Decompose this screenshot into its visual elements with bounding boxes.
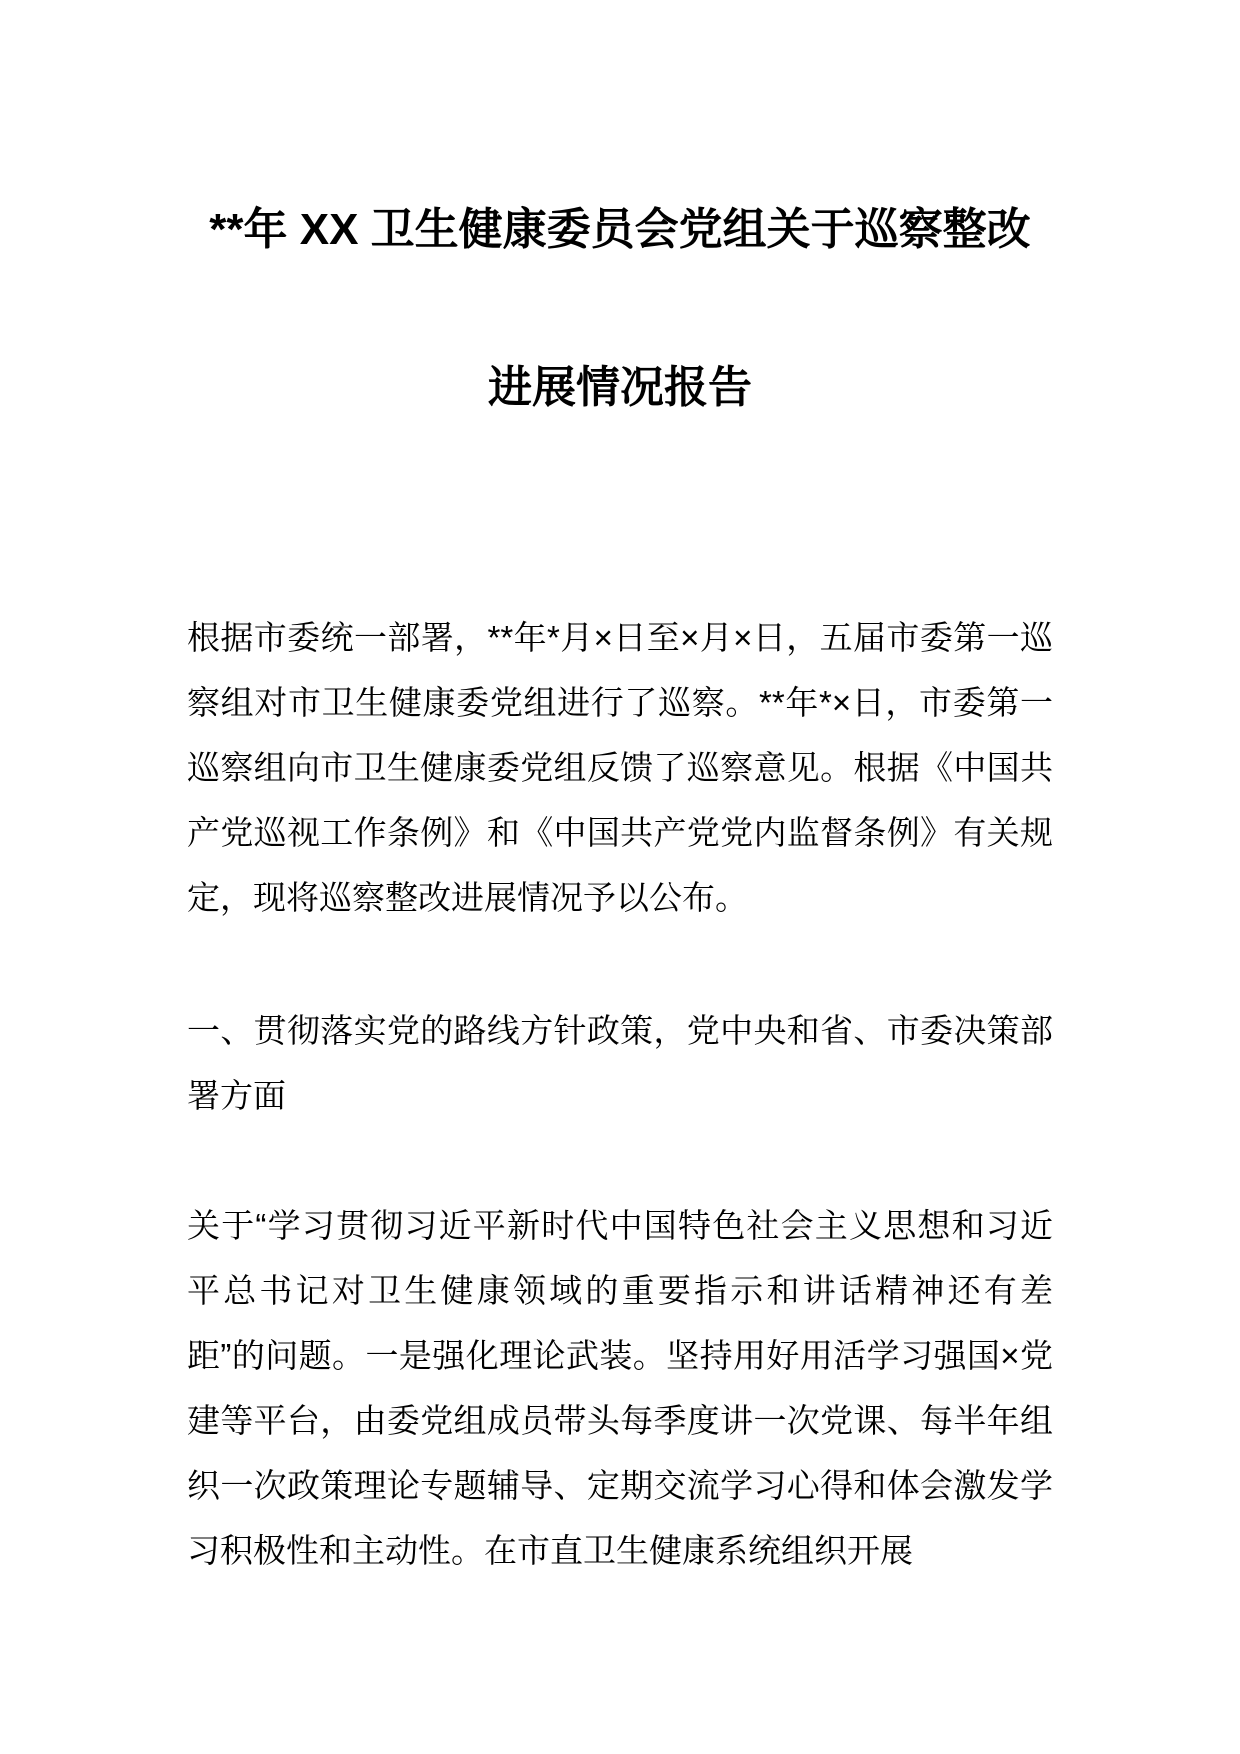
document-title-line-2: 进展情况报告 bbox=[488, 363, 752, 412]
document-title-line-1: **年 XX 卫生健康委员会党组关于巡察整改 bbox=[209, 205, 1031, 254]
document-title bbox=[187, 151, 1053, 467]
document-content bbox=[187, 151, 1053, 1583]
paragraph-intro: 根据市委统一部署，**年*月×日至×月×日，五届市委第一巡察组对市卫生健康委党组进行了巡察。**年*×日，市委第一巡察组向市卫生健康委党组反馈了巡察意见。根据《中国共产党巡视工作条例》和《中国共产党党内监督条例》有关规定，现将巡察整改进展情况予以公布。 bbox=[187, 619, 1053, 916]
paragraph-section-body: 关于“学习贯彻习近平新时代中国特色社会主义思想和习近平总书记对卫生健康领域的重要指示和讲话精神还有差距”的问题。一是强化理论武装。坚持用好用活学习强国×党建等平台，由委党组成员带头每季度讲一次党课、每半年组织一次政策理论专题辅导、定期交流学习心得和体会激发学习积极性和主动性。在市直卫生健康系统组织开展 bbox=[187, 1207, 1053, 1569]
section-heading: 一、贯彻落实党的路线方针政策，党中央和省、市委决策部署方面 bbox=[187, 1012, 1053, 1114]
